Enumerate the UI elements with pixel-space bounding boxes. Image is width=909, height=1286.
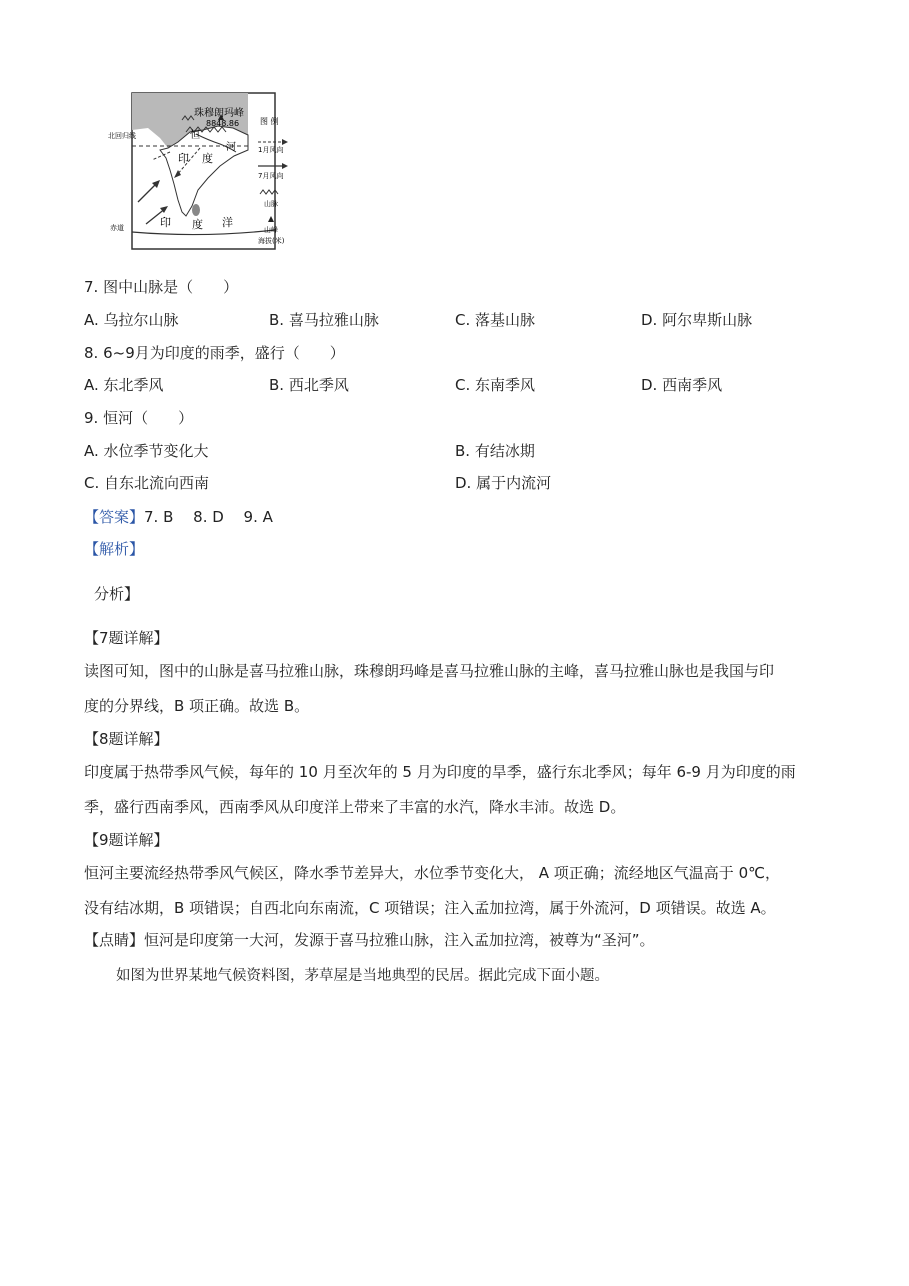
answer-text: 7. B 8. D 9. A [144, 508, 273, 526]
q9-option-d: D. 属于内流河 [455, 474, 552, 492]
ocean-char-du: 度 [192, 218, 203, 231]
q9-option-b: B. 有结冰期 [455, 442, 535, 460]
sri-lanka [192, 204, 200, 216]
d8-line1: 印度属于热带季风气候，每年的 10 月至次年的 5 月为印度的旱季，盛行东北季风；每年 6-9 月为印度的雨 [84, 763, 796, 781]
d9-line2: 没有结冰期，B 项错误；自西北向东南流，C 项错误；注入孟加拉湾，属于外流河，D 项错误。故选 A。 [84, 899, 776, 917]
fenxi-heading: 分析】 [94, 585, 140, 603]
legend-mountain-label: 山脉 [264, 200, 278, 208]
ocean-char-yang: 洋 [222, 216, 233, 229]
q7-option-b: B. 喜马拉雅山脉 [269, 311, 379, 329]
q7-option-d: D. 阿尔卑斯山脉 [641, 311, 753, 329]
dianjing-text: 恒河是印度第一大河，发源于喜马拉雅山脉，注入孟加拉湾，被尊为“圣河”。 [144, 931, 655, 949]
d8-line2: 季，盛行西南季风，西南季风从印度洋上带来了丰富的水汽，降水丰沛。故选 D。 [84, 798, 626, 816]
legend-alt-label: 海拔(米) [258, 237, 285, 245]
q7-option-c: C. 落基山脉 [455, 311, 536, 329]
d7-line1: 读图可知，图中的山脉是喜马拉雅山脉，珠穆朗玛峰是喜马拉雅山脉的主峰，喜马拉雅山脉也是我国与印 [84, 662, 775, 680]
map-char-he: 河 [226, 142, 236, 153]
q9-option-c: C. 自东北流向西南 [84, 474, 210, 492]
legend-jul-label: 7月风向 [258, 172, 284, 180]
q8-option-c: C. 东南季风 [455, 376, 536, 394]
legend-title: 图 例 [260, 117, 279, 126]
next-question-intro: 如图为世界某地气候资料图，茅草屋是当地典型的民居。据此完成下面小题。 [116, 968, 609, 984]
d7-line2: 度的分界线，B 项正确。故选 B。 [84, 697, 310, 715]
map-char-yin: 印 [178, 152, 189, 165]
legend-jan-label: 1月风向 [258, 146, 284, 154]
q8-option-d: D. 西南季风 [641, 376, 723, 394]
q9-option-a: A. 水位季节变化大 [84, 442, 209, 460]
legend-jul-arrowhead [282, 163, 288, 169]
india-map-svg [108, 90, 298, 255]
d9-title: 【9题详解】 [84, 831, 169, 849]
legend-jan-arrowhead [282, 139, 288, 145]
q9-stem: 9. 恒河（ ） [84, 409, 194, 427]
peak-height-label: 8848.86 [206, 119, 240, 128]
d8-title: 【8题详解】 [84, 730, 169, 748]
equator-label: 赤道 [110, 224, 124, 232]
map-char-heng: 恒 [190, 130, 200, 141]
peak-name-label: 珠穆朗玛峰 [194, 108, 244, 119]
d7-title: 【7题详解】 [84, 629, 169, 647]
tropic-label: 北回归线 [108, 132, 136, 140]
d9-line1: 恒河主要流经热带季风气候区，降水季节差异大，水位季节变化大， A 项正确；流经地区气温高于 0℃， [84, 864, 780, 882]
q7-stem: 7. 图中山脉是（ ） [84, 278, 239, 296]
dianjing-line [84, 929, 655, 950]
answer-label: 【答案】 [84, 508, 145, 526]
dianjing-label: 【点睛】 [84, 931, 145, 949]
analysis-label: 【解析】 [84, 540, 145, 558]
q8-stem: 8. 6~9月为印度的雨季，盛行（ ） [84, 344, 345, 362]
map-char-du: 度 [202, 152, 213, 165]
answer-line [84, 506, 273, 527]
q7-option-a: A. 乌拉尔山脉 [84, 311, 179, 329]
legend-peak-label: 山峰 [264, 226, 278, 234]
india-map-figure [108, 90, 298, 255]
q8-option-a: A. 东北季风 [84, 376, 164, 394]
ocean-char-yin: 印 [160, 216, 171, 229]
q8-option-b: B. 西北季风 [269, 376, 349, 394]
